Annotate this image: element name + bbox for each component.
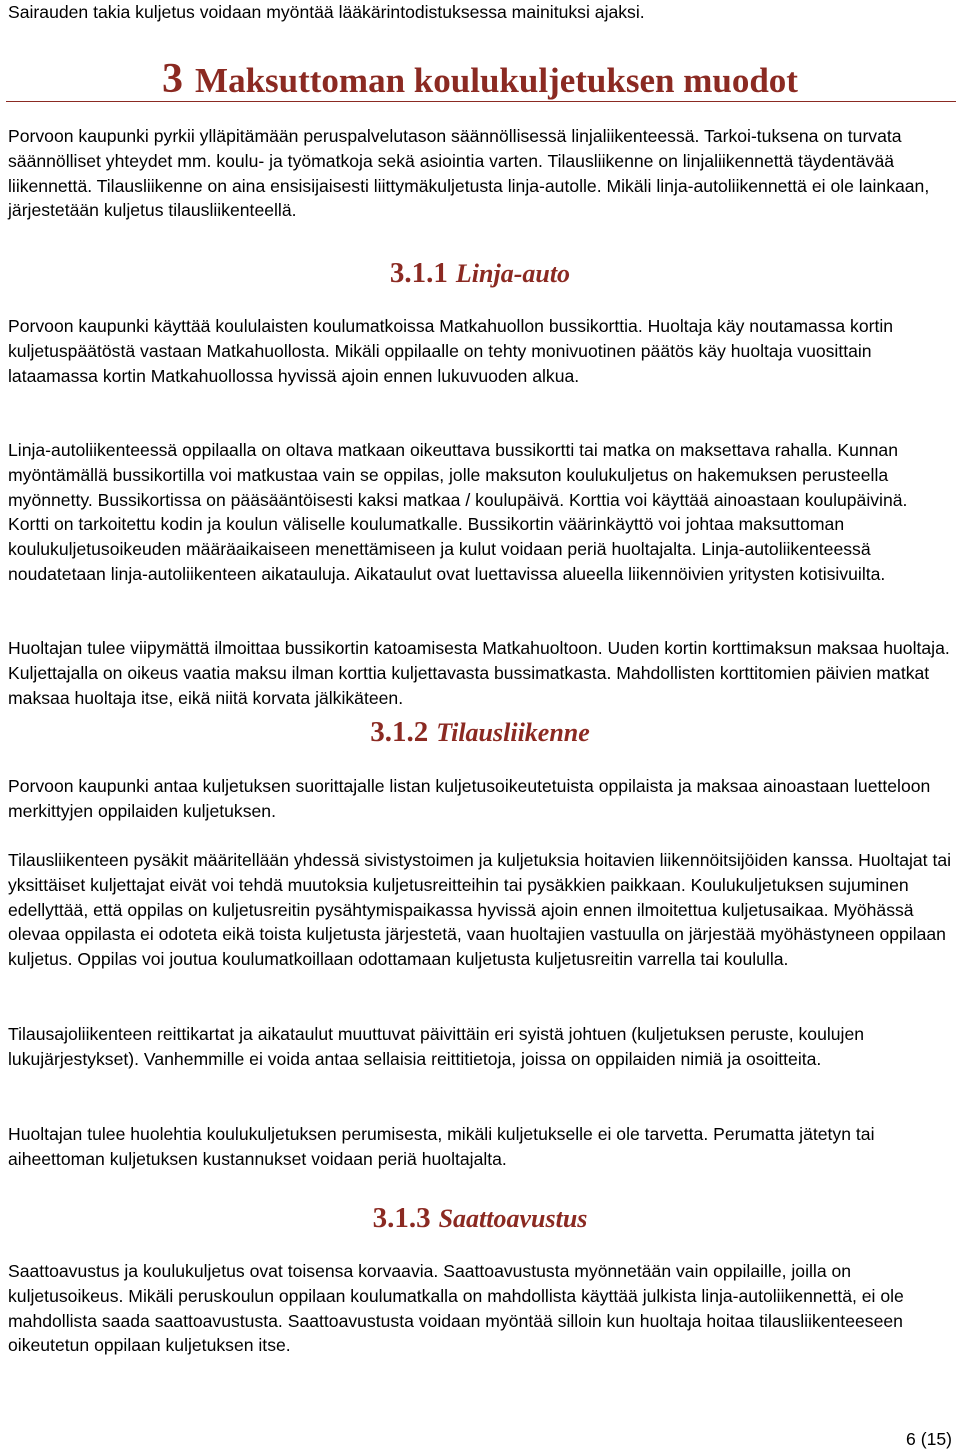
intro-paragraph: Porvoon kaupunki pyrkii ylläpitämään peruspalvelutason säännöllisessä linjaliikenteessä. Tarkoi-tuksena on turvata säännölliset yhteydet mm. koulu- ja työmatkoja sekä asiointia varten. Tilausliikenne on linjaliikennettä täydentävää liikennettä. Tilausliikenne on aina ensisijaisesti liittymäkuljetusta linja-autolle. Mikäli linja-autoliikennettä ei ole lainkaan, järjestetään kuljetus tilausliikenteellä. — [8, 126, 930, 221]
page-number: 6 (15) — [906, 1429, 952, 1449]
section-title: Saattoavustus — [438, 1204, 588, 1233]
paragraph-3-1-3-a: Saattoavustus ja koulukuljetus ovat toisensa korvaavia. Saattoavustusta myönnetään vain oppilaille, joilla on kuljetusoikeus. Mikäli peruskoulun oppilaan koulumatkalla on mahdollista käyttää julkista linja-autoliikennettä, ei ole mahdollista saada saattoavustusta. Saattoavustusta voidaan myöntää silloin kun huoltaja hoitaa tilausliikenteeseen oikeutetun oppilaan kuljetuksen itse. — [8, 1261, 904, 1356]
paragraph-3-1-2-a: Porvoon kaupunki antaa kuljetuksen suorittajalle listan kuljetusoikeutetuista oppilaista ja maksaa ainoastaan luetteloon merkittyjen oppilaiden kuljetuksen. — [8, 776, 931, 821]
section-title: Tilausliikenne — [436, 718, 590, 747]
chapter-heading — [0, 56, 960, 104]
chapter-title: Maksuttoman koulukuljetuksen muodot — [195, 61, 798, 100]
section-heading-3-1-1 — [0, 256, 960, 294]
paragraph-3-1-1-c: Huoltajan tulee viipymättä ilmoittaa bussikortin katoamisesta Matkahuoltoon. Uuden kortin korttimaksun maksaa huoltaja. Kuljettajalla on oikeus vaatia maksu ilman korttia kuljettavasta bussimatkasta. Mahdollisten korttitomien päivien matkat maksaa huoltaja itse, eikä niitä korvata jälkikäteen. — [8, 638, 950, 708]
section-number: 3.1.3 — [372, 1202, 431, 1234]
section-number: 3.1.1 — [389, 257, 448, 289]
chapter-number: 3 — [162, 56, 184, 102]
paragraph-3-1-1-a: Porvoon kaupunki käyttää koululaisten koulumatkoissa Matkahuollon bussikorttia. Huoltaja käy noutamassa kortin kuljetuspäätöstä vastaan Matkahuollosta. Mikäli oppilaalle on tehty monivuotinen päätös käy huoltaja vuosittain lataamassa kortin Matkahuollossa hyvissä ajoin ennen lukuvuoden alkua. — [8, 316, 894, 386]
heading-rule — [6, 101, 956, 102]
paragraph-3-1-1-b: Linja-autoliikenteessä oppilaalla on oltava matkaan oikeuttava bussikortti tai matka on maksettava rahalla. Kunnan myöntämällä bussikortilla voi matkustaa vain se oppilas, jolle maksuton koulukuljetus on hakemuksen perusteella myönnetty. Bussikortissa on pääsääntöisesti kaksi matkaa / koulupäivä. Korttia voi käyttää ainoastaan koulupäivinä. Kortti on tarkoitettu kodin ja koulun väliselle koulumatkalle. Bussikortin väärinkäyttö voi johtaa maksuttoman koulukuljetusoikeuden määräaikaiseen menettämiseen ja kulut voidaan periä huoltajalta. Linja-autoliikenteessä noudatetaan linja-autoliikenteen aikatauluja. Aikataulut ovat luettavissa alueella liikennöivien yritysten kotisivuilta. — [8, 440, 908, 584]
section-title: Linja-auto — [455, 259, 571, 288]
paragraph-3-1-2-c: Tilausajoliikenteen reittikartat ja aikataulut muuttuvat päivittäin eri syistä johtuen (kuljetuksen peruste, koulujen lukujärjestykset). Vanhemmille ei voida antaa sellaisia reittitietoja, joissa on oppilaiden nimiä ja osoitteita. — [8, 1024, 865, 1069]
paragraph-3-1-2-d: Huoltajan tulee huolehtia koulukuljetuksen perumisesta, mikäli kuljetukselle ei ole tarvetta. Perumatta jätetyn tai aiheettoman kuljetuksen kustannukset voidaan periä huoltajalta. — [8, 1124, 875, 1169]
section-heading-3-1-2 — [0, 715, 960, 753]
top-line-text: Sairauden takia kuljetus voidaan myöntää lääkärintodistuksessa mainituksi ajaksi. — [8, 2, 645, 22]
section-number: 3.1.2 — [370, 716, 429, 748]
paragraph-3-1-2-b: Tilausliikenteen pysäkit määritellään yhdessä sivistystoimen ja kuljetuksia hoitavien liikennöitsijöiden kanssa. Huoltajat tai yksittäiset kuljettajat eivät voi tehdä muutoksia kuljetusreitteihin tai pysäkkien paikkaan. Koulukuljetuksen sujuminen edellyttää, että oppilas on kuljetusreitin pysähtymispaikassa hyvissä ajoin ennen ilmoitettua kuljetusaikaa. Myöhässä olevaa oppilasta ei odoteta eikä toista kuljetusta järjestetä, vaan huoltajien vastuulla on järjestää myöhästyneen oppilaan kuljetus. Oppilas voi joutua koulumatkoillaan odottamaan kuljetusta kuljetusreitin varrella tai koululla. — [8, 850, 952, 970]
section-heading-3-1-3 — [0, 1201, 960, 1239]
